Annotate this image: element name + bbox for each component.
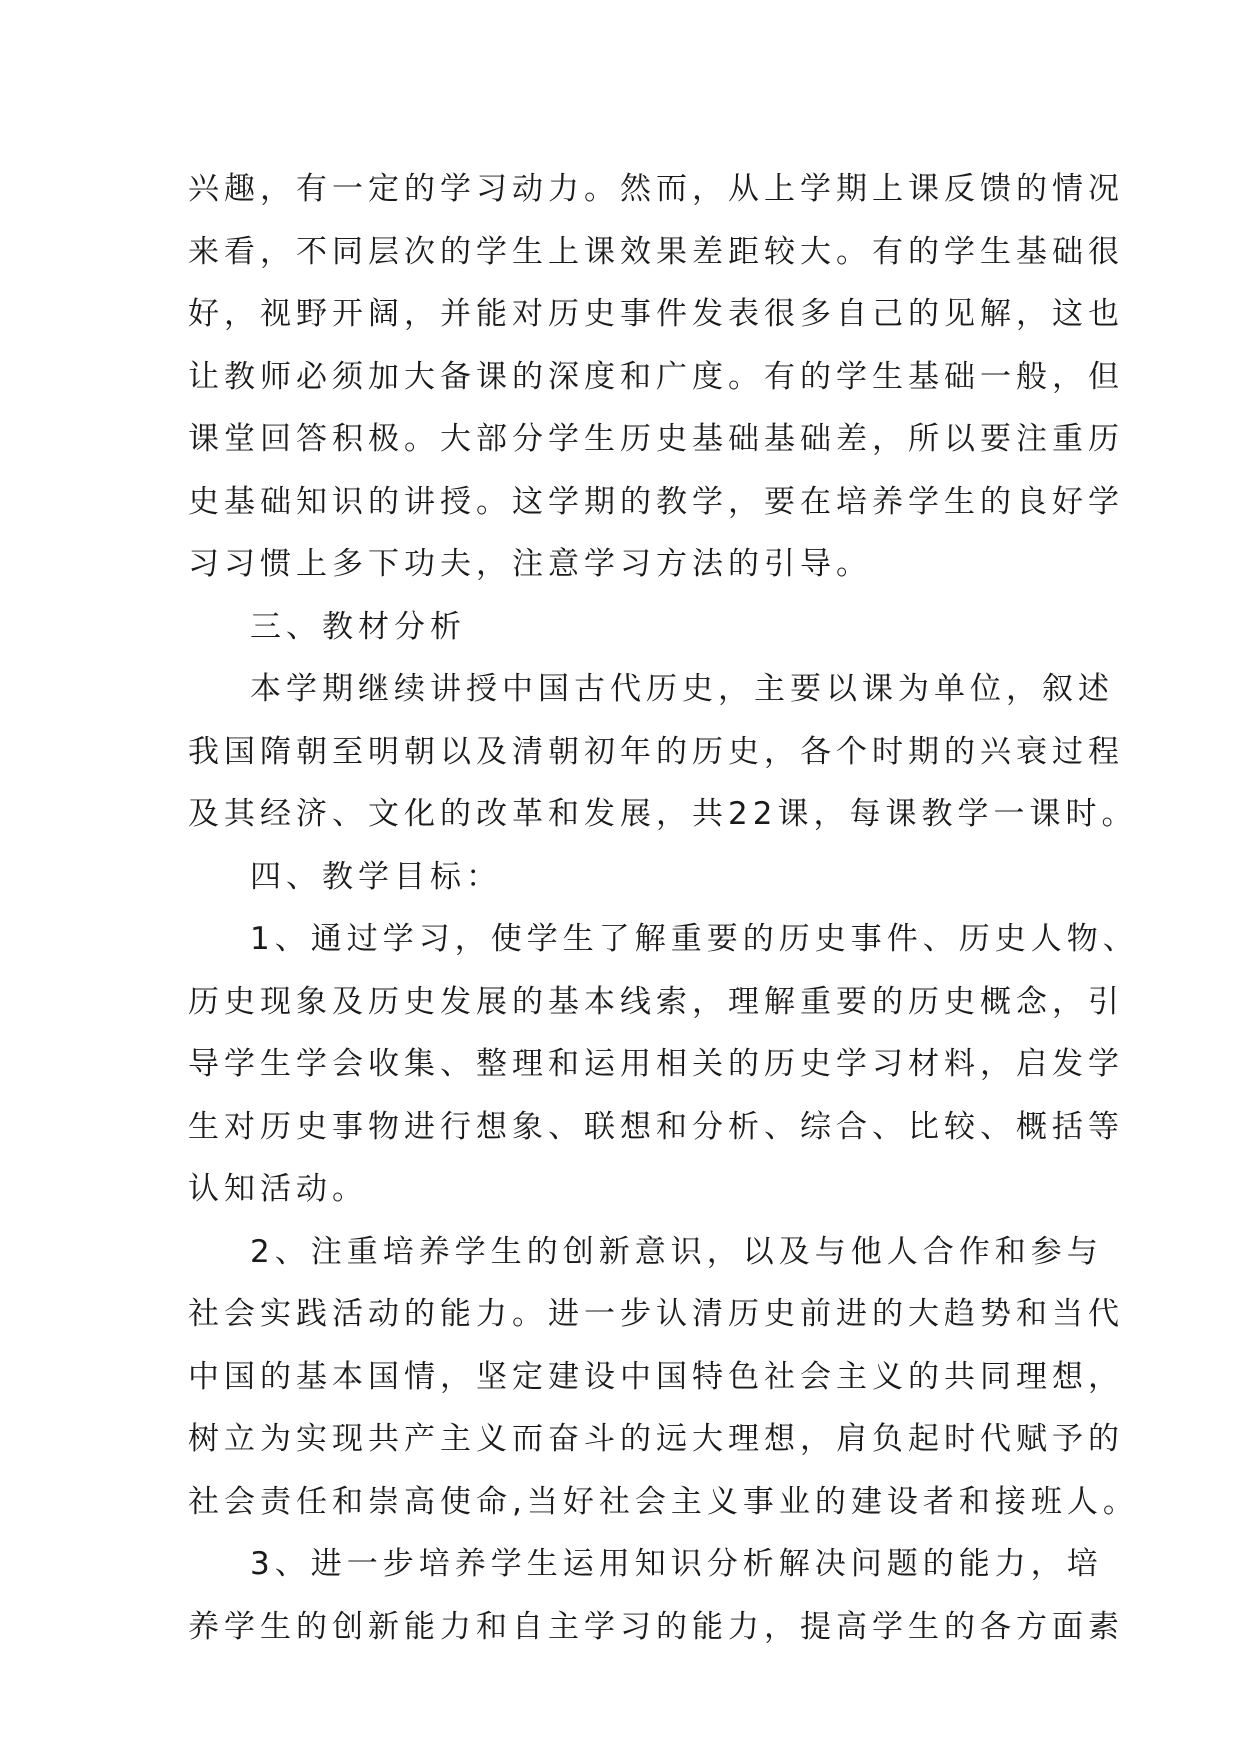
body-text — [188, 158, 1139, 1658]
text-line: 3、进一步培养学生运用知识分析解决问题的能力，培 — [250, 1546, 1103, 1582]
text-line: 认知活动。 — [188, 1171, 368, 1207]
text-line: 本学期继续讲授中国古代历史，主要以课为单位，叙述 — [250, 671, 1114, 707]
section-heading-textbook-analysis: 三、教材分析 — [250, 608, 466, 645]
text-line: 历史现象及历史发展的基本线索，理解重要的历史概念，引 — [188, 983, 1124, 1020]
text-line: 习习惯上多下功夫，注意学习方法的引导。 — [188, 546, 872, 582]
text-line: 导学生学会收集、整理和运用相关的历史学习材料，启发学 — [188, 1046, 1124, 1082]
text-line: 课堂回答积极。大部分学生历史基础基础差，所以要注重历 — [188, 421, 1124, 457]
text-line: 中国的基本国情，坚定建设中国特色社会主义的共同理想， — [188, 1358, 1124, 1395]
text-line: 2、注重培养学生的创新意识，以及与他人合作和参与 — [250, 1233, 1103, 1270]
text-line: 兴趣，有一定的学习动力。然而，从上学期上课反馈的情况 — [188, 171, 1124, 207]
text-line: 社会实践活动的能力。进一步认清历史前进的大趋势和当代 — [188, 1296, 1124, 1332]
text-line: 树立为实现共产主义而奋斗的远大理想，肩负起时代赋予的 — [188, 1421, 1124, 1457]
section-heading-teaching-goals: 四、教学目标： — [250, 858, 502, 895]
text-line: 社会责任和崇高使命,当好社会主义事业的建设者和接班人。 — [188, 1483, 1139, 1520]
text-line: 及其经济、文化的改革和发展，共22课，每课教学一课时。 — [188, 796, 1138, 832]
text-line: 我国隋朝至明朝以及清朝初年的历史，各个时期的兴衰过程 — [188, 733, 1124, 770]
text-line: 好，视野开阔，并能对历史事件发表很多自己的见解，这也 — [188, 296, 1124, 332]
text-line: 1、通过学习，使学生了解重要的历史事件、历史人物、 — [250, 921, 1139, 957]
text-line: 养学生的创新能力和自主学习的能力，提高学生的各方面素 — [188, 1608, 1124, 1645]
text-line: 生对历史事物进行想象、联想和分析、综合、比较、概括等 — [188, 1108, 1124, 1145]
text-line: 来看，不同层次的学生上课效果差距较大。有的学生基础很 — [188, 233, 1124, 270]
text-line: 让教师必须加大备课的深度和广度。有的学生基础一般，但 — [188, 358, 1124, 395]
text-line: 史基础知识的讲授。这学期的教学，要在培养学生的良好学 — [188, 483, 1124, 520]
